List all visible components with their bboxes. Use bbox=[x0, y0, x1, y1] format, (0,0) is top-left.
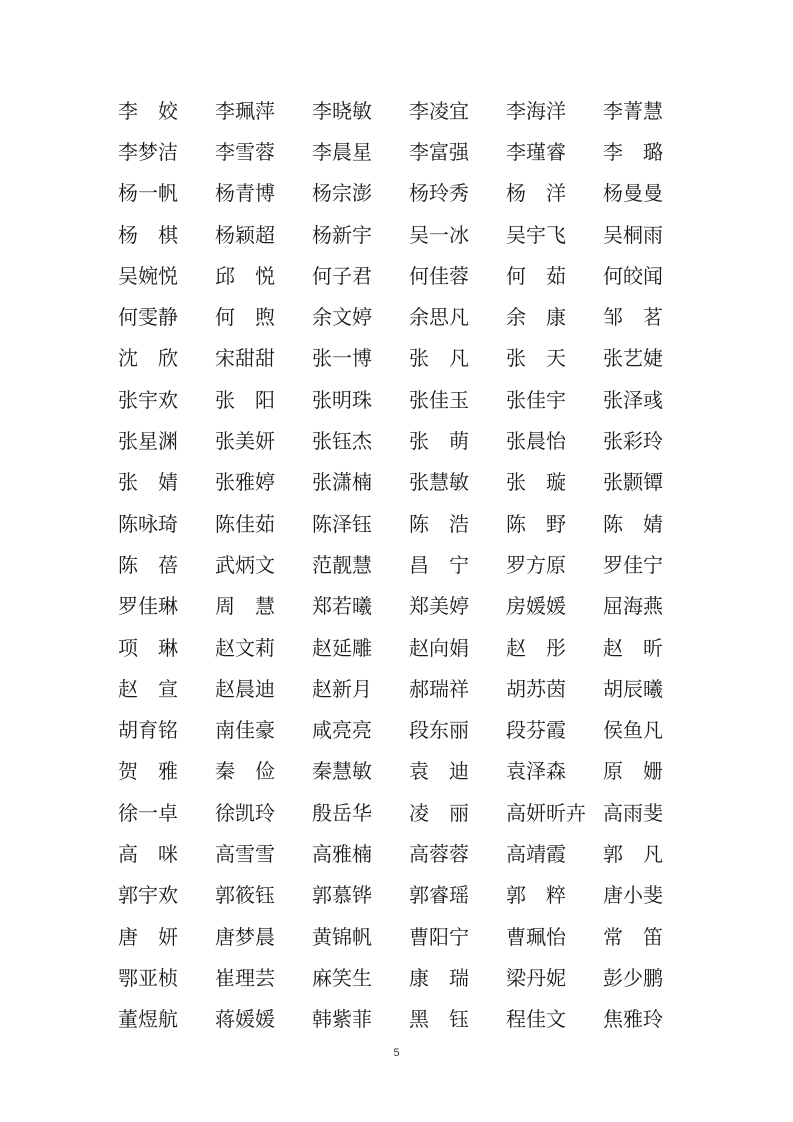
name-entry: 李 璐 bbox=[603, 139, 663, 164]
name-entry: 高 咪 bbox=[118, 841, 178, 866]
name-entry: 陈泽钰 bbox=[312, 511, 372, 536]
name-row bbox=[118, 916, 678, 957]
name-entry: 李晓敏 bbox=[312, 98, 372, 123]
name-entry: 张 阳 bbox=[215, 387, 275, 412]
name-entry: 李 姣 bbox=[118, 98, 178, 123]
name-entry: 胡育铭 bbox=[118, 718, 178, 743]
name-row bbox=[118, 173, 678, 214]
name-entry: 郑美婷 bbox=[409, 594, 469, 619]
name-entry: 袁 迪 bbox=[409, 759, 469, 784]
name-entry: 陈 婧 bbox=[603, 511, 663, 536]
name-entry: 杨新宇 bbox=[312, 222, 372, 247]
name-entry: 常 笛 bbox=[603, 924, 663, 949]
name-list bbox=[118, 90, 678, 1040]
name-entry: 张明珠 bbox=[312, 387, 372, 412]
name-entry: 赵晨迪 bbox=[215, 676, 275, 701]
name-entry: 袁泽森 bbox=[506, 759, 566, 784]
name-entry: 崔理芸 bbox=[215, 965, 275, 990]
name-entry: 余思凡 bbox=[409, 305, 469, 330]
name-entry: 秦慧敏 bbox=[312, 759, 372, 784]
name-entry: 吴桐雨 bbox=[603, 222, 663, 247]
name-entry: 武炳文 bbox=[215, 552, 275, 577]
name-entry: 郭筱钰 bbox=[215, 883, 275, 908]
name-entry: 段芬霞 bbox=[506, 718, 566, 743]
name-entry: 张钰杰 bbox=[312, 429, 372, 454]
name-entry: 张慧敏 bbox=[409, 470, 469, 495]
name-entry: 李凌宜 bbox=[409, 98, 469, 123]
name-entry: 张 婧 bbox=[118, 470, 178, 495]
name-entry: 张晨怡 bbox=[506, 429, 566, 454]
name-entry: 张颢镡 bbox=[603, 470, 663, 495]
name-entry: 张 天 bbox=[506, 346, 566, 371]
name-entry: 郭 凡 bbox=[603, 841, 663, 866]
name-row bbox=[118, 999, 678, 1040]
name-entry: 宋甜甜 bbox=[215, 346, 275, 371]
name-entry: 张佳玉 bbox=[409, 387, 469, 412]
name-entry: 鄂亚桢 bbox=[118, 965, 178, 990]
name-row bbox=[118, 214, 678, 255]
name-entry: 程佳文 bbox=[506, 1007, 566, 1032]
name-entry: 吴一冰 bbox=[409, 222, 469, 247]
name-entry: 曹珮怡 bbox=[506, 924, 566, 949]
name-entry: 杨玲秀 bbox=[409, 181, 469, 206]
name-entry: 吴宇飞 bbox=[506, 222, 566, 247]
name-entry: 何皎闻 bbox=[603, 263, 663, 288]
name-entry: 徐一卓 bbox=[118, 800, 178, 825]
name-entry: 赵新月 bbox=[312, 676, 372, 701]
name-entry: 李珮萍 bbox=[215, 98, 275, 123]
name-entry: 赵延雕 bbox=[312, 635, 372, 660]
name-entry: 李雪蓉 bbox=[215, 139, 275, 164]
name-row bbox=[118, 792, 678, 833]
name-row bbox=[118, 420, 678, 461]
name-entry: 赵 彤 bbox=[506, 635, 566, 660]
name-entry: 唐梦晨 bbox=[215, 924, 275, 949]
name-entry: 赵 宣 bbox=[118, 676, 178, 701]
name-entry: 杨宗澎 bbox=[312, 181, 372, 206]
name-entry: 唐 妍 bbox=[118, 924, 178, 949]
name-entry: 段东丽 bbox=[409, 718, 469, 743]
name-entry: 张 璇 bbox=[506, 470, 566, 495]
name-entry: 杨 洋 bbox=[506, 181, 566, 206]
name-row bbox=[118, 338, 678, 379]
name-entry: 吴婉悦 bbox=[118, 263, 178, 288]
name-entry: 张美妍 bbox=[215, 429, 275, 454]
name-row bbox=[118, 255, 678, 296]
name-entry: 昌 宁 bbox=[409, 552, 469, 577]
name-entry: 张 凡 bbox=[409, 346, 469, 371]
name-entry: 李瑾睿 bbox=[506, 139, 566, 164]
name-entry: 彭少鹏 bbox=[603, 965, 663, 990]
name-row bbox=[118, 709, 678, 750]
name-entry: 秦 俭 bbox=[215, 759, 275, 784]
name-entry: 李海洋 bbox=[506, 98, 566, 123]
name-entry: 何雯静 bbox=[118, 305, 178, 330]
name-entry: 何 煦 bbox=[215, 305, 275, 330]
name-entry: 高靖霞 bbox=[506, 841, 566, 866]
name-entry: 咸亮亮 bbox=[312, 718, 372, 743]
name-row bbox=[118, 379, 678, 420]
name-entry: 黄锦帆 bbox=[312, 924, 372, 949]
name-entry: 高雨斐 bbox=[603, 800, 663, 825]
name-entry: 张一博 bbox=[312, 346, 372, 371]
name-entry: 杨青博 bbox=[215, 181, 275, 206]
name-row bbox=[118, 833, 678, 874]
name-entry: 张星渊 bbox=[118, 429, 178, 454]
name-entry: 余 康 bbox=[506, 305, 566, 330]
name-entry: 张泽彧 bbox=[603, 387, 663, 412]
name-entry: 张 萌 bbox=[409, 429, 469, 454]
name-entry: 凌 丽 bbox=[409, 800, 469, 825]
name-entry: 李富强 bbox=[409, 139, 469, 164]
name-entry: 郭慕铧 bbox=[312, 883, 372, 908]
name-entry: 罗佳宁 bbox=[603, 552, 663, 577]
name-entry: 张雅婷 bbox=[215, 470, 275, 495]
name-entry: 张宇欢 bbox=[118, 387, 178, 412]
name-entry: 康 瑞 bbox=[409, 965, 469, 990]
name-entry: 赵文莉 bbox=[215, 635, 275, 660]
name-entry: 董煜航 bbox=[118, 1007, 178, 1032]
name-entry: 周 慧 bbox=[215, 594, 275, 619]
name-entry: 李晨星 bbox=[312, 139, 372, 164]
name-entry: 赵向娟 bbox=[409, 635, 469, 660]
name-entry: 郭宇欢 bbox=[118, 883, 178, 908]
name-entry: 陈 蓓 bbox=[118, 552, 178, 577]
name-entry: 陈 浩 bbox=[409, 511, 469, 536]
name-entry: 沈 欣 bbox=[118, 346, 178, 371]
name-entry: 范靓慧 bbox=[312, 552, 372, 577]
name-entry: 李菁慧 bbox=[603, 98, 663, 123]
name-entry: 南佳豪 bbox=[215, 718, 275, 743]
name-entry: 侯鱼凡 bbox=[603, 718, 663, 743]
name-entry: 罗方原 bbox=[506, 552, 566, 577]
name-row bbox=[118, 90, 678, 131]
name-entry: 杨 棋 bbox=[118, 222, 178, 247]
name-entry: 何佳蓉 bbox=[409, 263, 469, 288]
name-entry: 邹 茗 bbox=[603, 305, 663, 330]
name-entry: 陈佳茹 bbox=[215, 511, 275, 536]
name-entry: 蒋媛媛 bbox=[215, 1007, 275, 1032]
name-entry: 殷岳华 bbox=[312, 800, 372, 825]
name-row bbox=[118, 586, 678, 627]
name-entry: 高雪雪 bbox=[215, 841, 275, 866]
name-entry: 胡辰曦 bbox=[603, 676, 663, 701]
name-entry: 高雅楠 bbox=[312, 841, 372, 866]
name-row bbox=[118, 503, 678, 544]
name-row bbox=[118, 875, 678, 916]
name-entry: 陈咏琦 bbox=[118, 511, 178, 536]
name-row bbox=[118, 462, 678, 503]
name-entry: 赵 昕 bbox=[603, 635, 663, 660]
name-entry: 麻笑生 bbox=[312, 965, 372, 990]
name-entry: 邱 悦 bbox=[215, 263, 275, 288]
name-entry: 郭睿瑶 bbox=[409, 883, 469, 908]
name-entry: 张彩玲 bbox=[603, 429, 663, 454]
name-entry: 曹阳宁 bbox=[409, 924, 469, 949]
name-entry: 韩紫菲 bbox=[312, 1007, 372, 1032]
name-entry: 焦雅玲 bbox=[603, 1007, 663, 1032]
name-entry: 张潇楠 bbox=[312, 470, 372, 495]
name-entry: 高妍昕卉 bbox=[506, 800, 586, 825]
name-row bbox=[118, 296, 678, 337]
name-entry: 罗佳琳 bbox=[118, 594, 178, 619]
name-entry: 贺 雅 bbox=[118, 759, 178, 784]
name-row bbox=[118, 668, 678, 709]
name-entry: 黑 钰 bbox=[409, 1007, 469, 1032]
page-number: 5 bbox=[393, 1047, 400, 1059]
name-row bbox=[118, 751, 678, 792]
name-entry: 何 茹 bbox=[506, 263, 566, 288]
name-entry: 张艺婕 bbox=[603, 346, 663, 371]
name-entry: 李梦洁 bbox=[118, 139, 178, 164]
name-entry: 郑若曦 bbox=[312, 594, 372, 619]
name-entry: 杨颖超 bbox=[215, 222, 275, 247]
name-entry: 杨曼曼 bbox=[603, 181, 663, 206]
name-entry: 徐凯玲 bbox=[215, 800, 275, 825]
name-entry: 屈海燕 bbox=[603, 594, 663, 619]
name-entry: 陈 野 bbox=[506, 511, 566, 536]
name-entry: 余文婷 bbox=[312, 305, 372, 330]
name-entry: 项 琳 bbox=[118, 635, 178, 660]
name-entry: 杨一帆 bbox=[118, 181, 178, 206]
name-entry: 胡苏茵 bbox=[506, 676, 566, 701]
name-entry: 何子君 bbox=[312, 263, 372, 288]
name-row bbox=[118, 131, 678, 172]
name-entry: 唐小斐 bbox=[603, 883, 663, 908]
name-entry: 原 姗 bbox=[603, 759, 663, 784]
name-row bbox=[118, 544, 678, 585]
name-row bbox=[118, 957, 678, 998]
name-entry: 张佳宇 bbox=[506, 387, 566, 412]
name-entry: 高蓉蓉 bbox=[409, 841, 469, 866]
name-entry: 郝瑞祥 bbox=[409, 676, 469, 701]
name-entry: 房媛媛 bbox=[506, 594, 566, 619]
name-entry: 梁丹妮 bbox=[506, 965, 566, 990]
name-entry: 郭 粹 bbox=[506, 883, 566, 908]
name-row bbox=[118, 627, 678, 668]
